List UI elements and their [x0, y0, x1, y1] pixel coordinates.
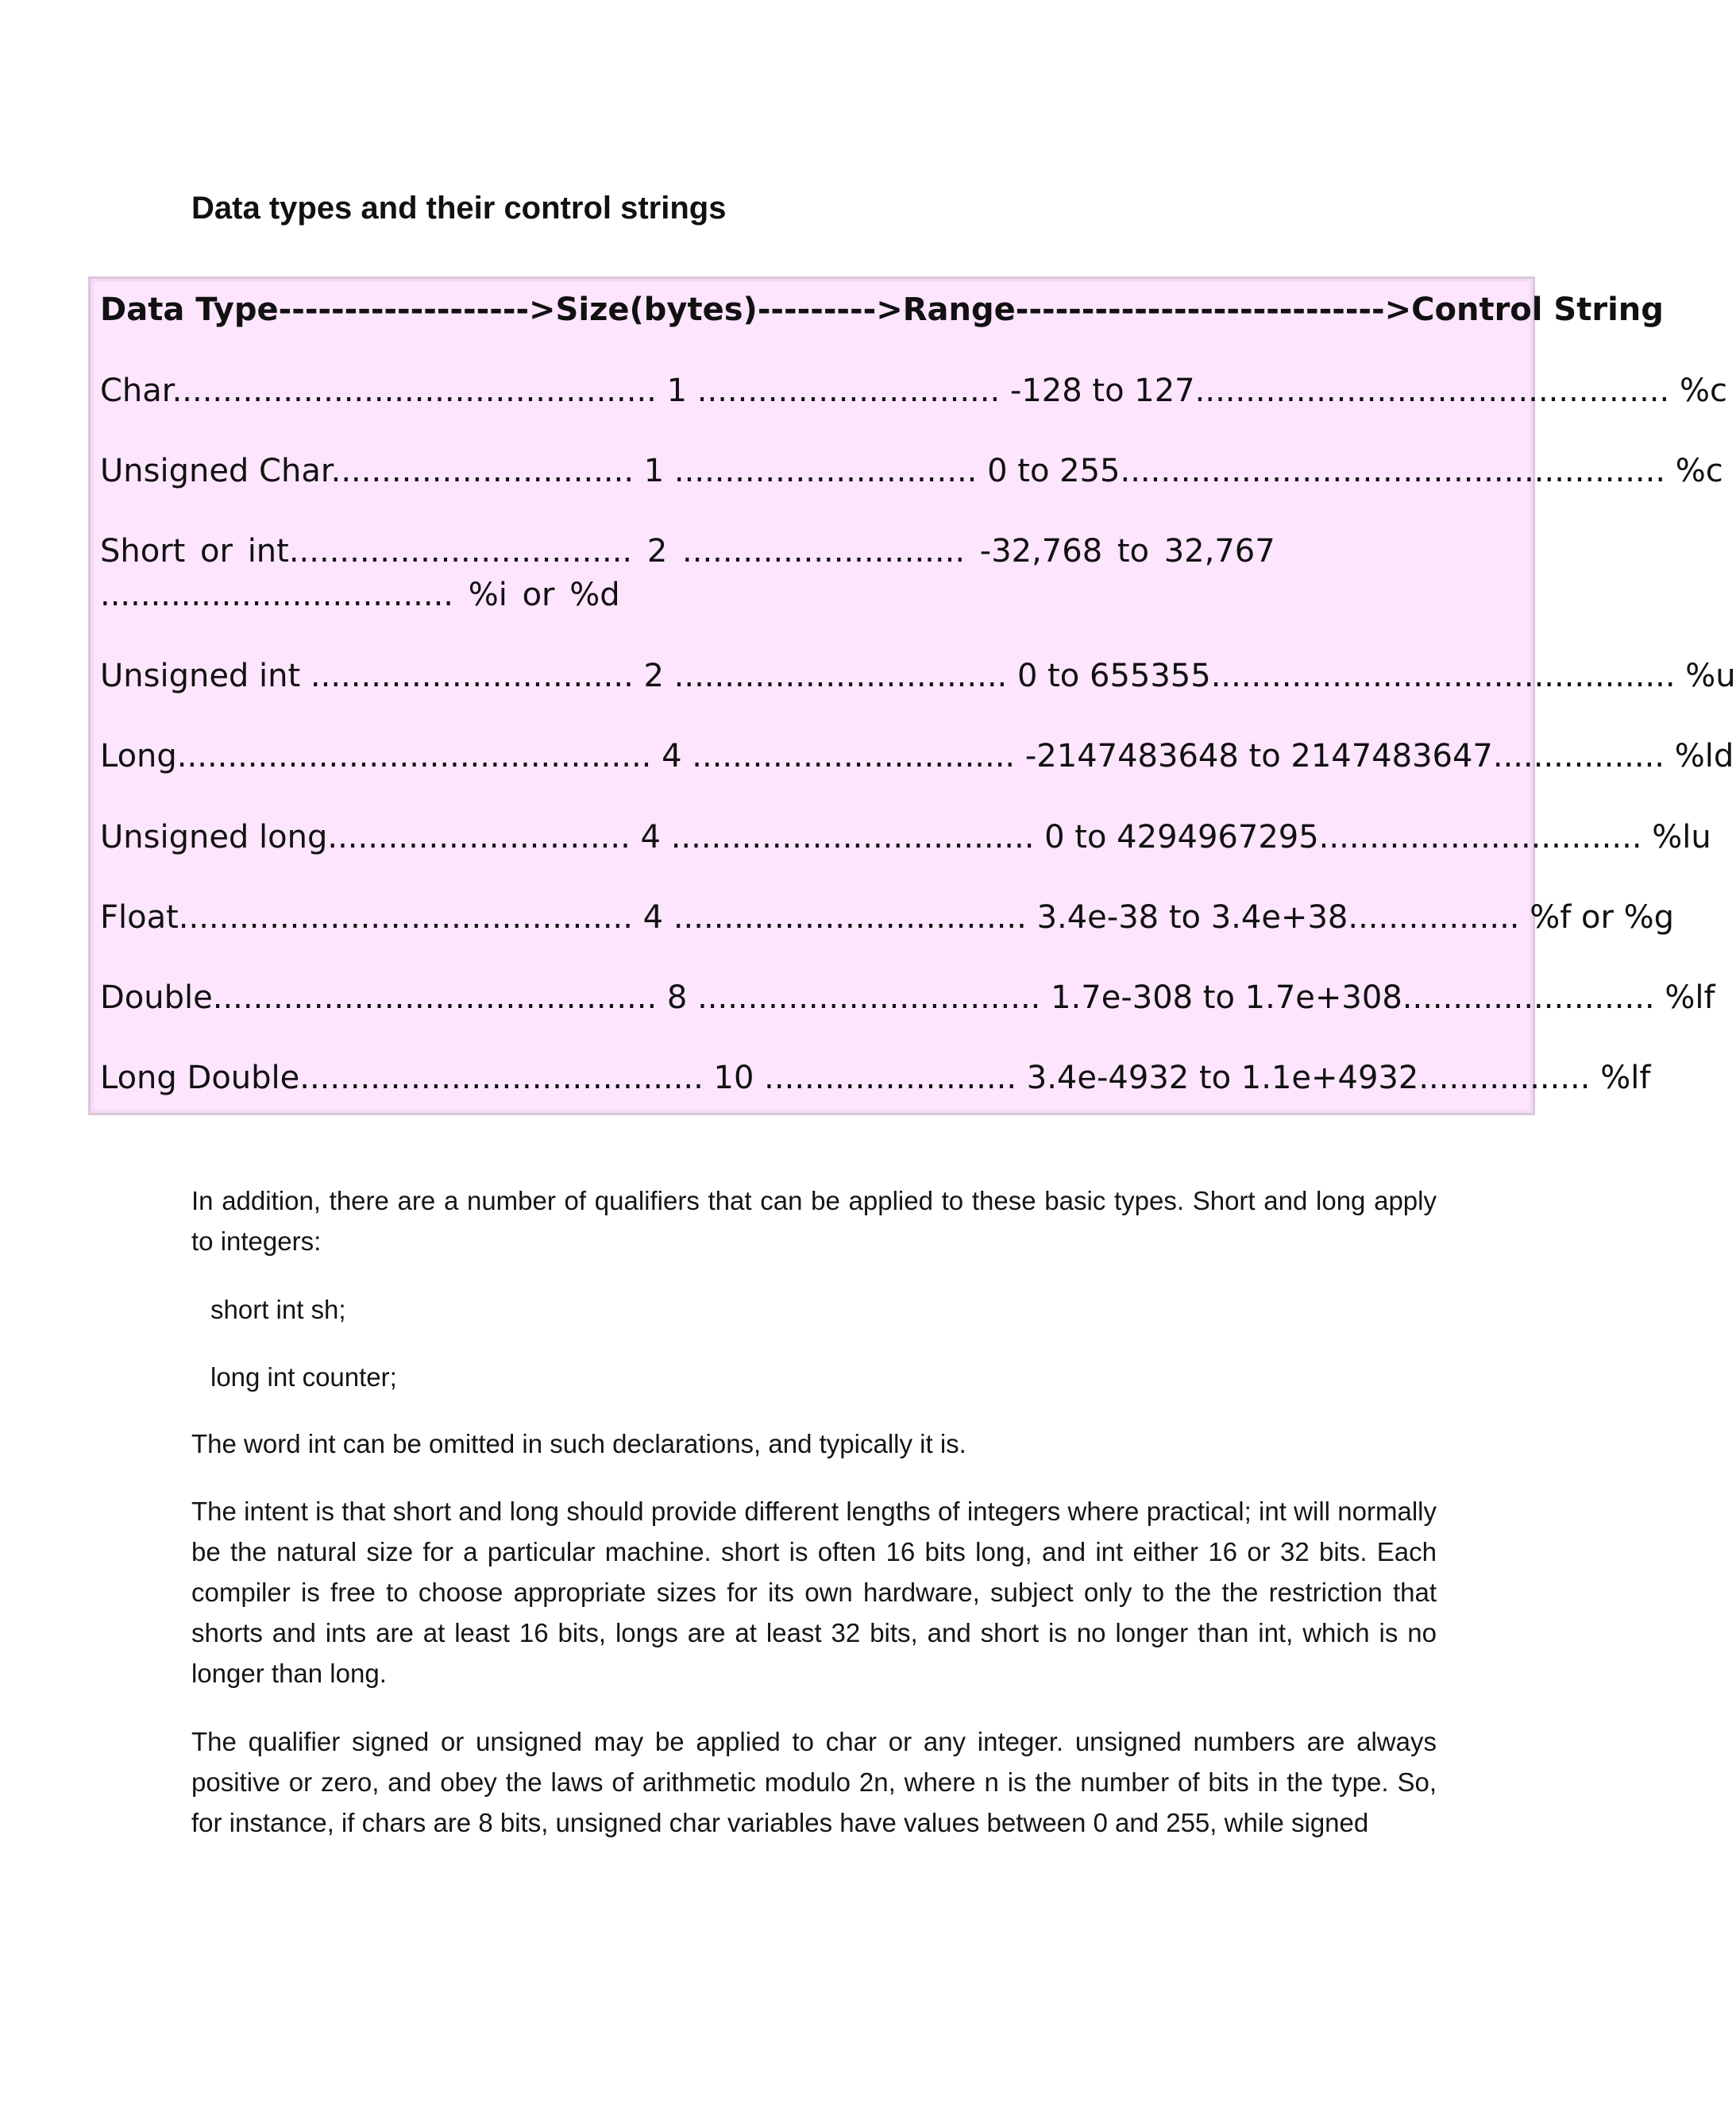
paragraph-signed-unsigned: The qualifier signed or unsigned may be applied to char or any integer. unsigned numbers are always positive or zero, and obey the laws of arithmetic modulo 2n, where n is the number of bits in the type. So, for instance, if chars are 8 bits, unsigned char variables have values between 0 and 255, while signed: [191, 1727, 1437, 1837]
table-row-long: Long............................................... 4 ................................ -2147483648 to 2147483647................. %ld: [100, 738, 1734, 774]
table-row-short-int: Short or int.................................. 2 ............................ -32,768 to 32,767 ................................... %i or %d: [100, 533, 1275, 613]
table-row-unsigned-int: Unsigned int ................................ 2 ................................. 0 to 655355.............................................. %u: [100, 658, 1736, 694]
table-row-float: Float............................................. 4 ................................... 3.4e-38 to 3.4e+38................. %f or %g: [100, 899, 1675, 936]
table-row-unsigned-long: Unsigned long.............................. 4 .................................... 0 to 4294967295................................ %lu: [100, 819, 1711, 856]
table-row-unsigned-char: Unsigned Char.............................. 1 .............................. 0 to 255...................................................... %c: [100, 453, 1723, 489]
data-type-table: [88, 276, 1736, 1115]
paragraph-intent: The intent is that short and long should provide different lengths of integers where practical; int will normally be the natural size for a particular machine. short is often 16 bits long, and int either 16 or 32 bits. Each compiler is free to choose appropriate sizes for its own hardware, subject only to the the restriction that shorts and ints are at least 16 bits, longs are at least 32 bits, and short is no longer than int, which is no longer than long.: [191, 1497, 1437, 1688]
paragraph-int-omitted: The word int can be omitted in such declarations, and typically it is.: [191, 1429, 966, 1458]
code-short-int: short int sh;: [210, 1295, 346, 1324]
code-long-int: long int counter;: [210, 1362, 397, 1392]
table-row-char: Char................................................ 1 .............................. -128 to 127............................................... %c: [100, 373, 1727, 409]
table-header-row: Data Type------------------->Size(bytes)--------->Range---------------------------->Control String: [100, 292, 1664, 328]
paragraph-qualifiers: In addition, there are a number of qualifiers that can be applied to these basic types. Short and long apply to integers:: [191, 1186, 1437, 1256]
table-row-double: Double............................................ 8 .................................. 1.7e-308 to 1.7e+308......................... %lf: [100, 979, 1715, 1016]
page-title: Data types and their control strings: [191, 191, 727, 226]
table-row-long-double: Long Double........................................ 10 ......................... 3.4e-4932 to 1.1e+4932................. %lf: [100, 1060, 1651, 1096]
